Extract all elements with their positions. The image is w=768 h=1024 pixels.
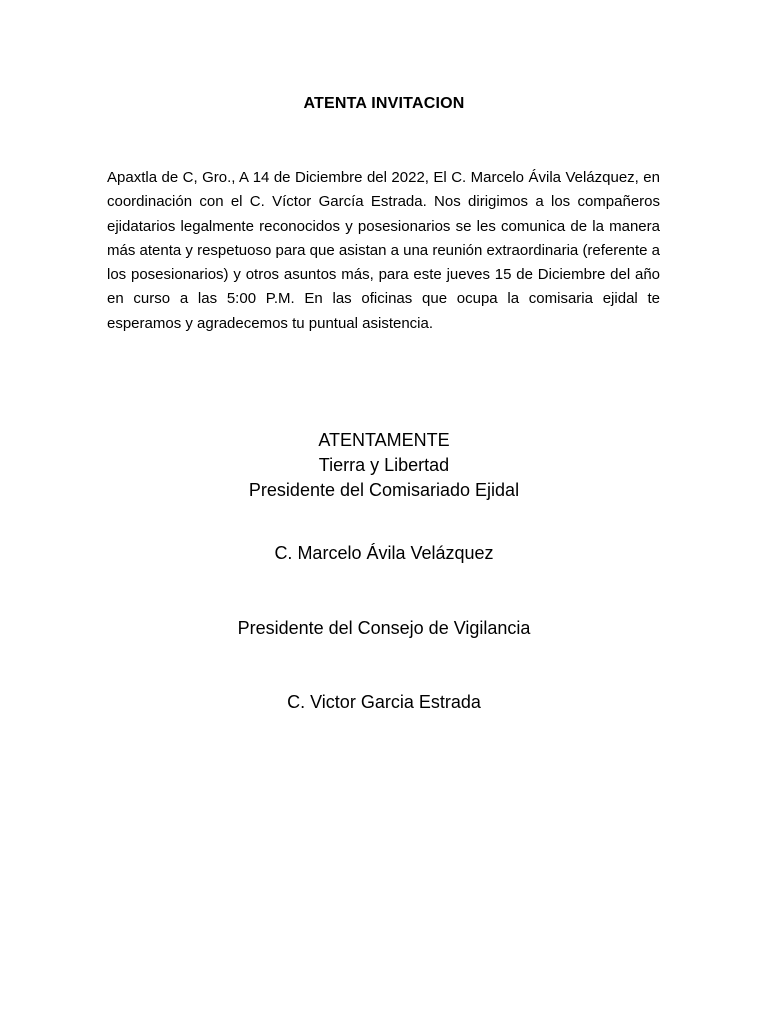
closing-salutation: ATENTAMENTE xyxy=(318,430,450,450)
closing-motto: Tierra y Libertad xyxy=(318,455,450,475)
closing-role-president-comisariado: Presidente del Comisariado Ejidal xyxy=(248,480,520,500)
invitation-body: Apaxtla de C, Gro., A 14 de Diciembre del 2022, El C. Marcelo Ávila Velázquez, en coordinación con el C. Víctor García Estrada. Nos dirigimos a los compañeros ejidatarios legalmente reconocidos y posesionarios se les comunica de la manera más atenta y respetuoso para que asistan a una reunión extraordinaria (referente a los posesionarios) y otros asuntos más, para este jueves 15 de Diciembre del año en curso a las 5:00 P.M. En las oficinas que ocupa la comisaria ejidal te esperamos y agradecemos tu puntual asistencia. xyxy=(107,169,660,332)
role-president-consejo-vigilancia: Presidente del Consejo de Vigilancia xyxy=(237,618,531,638)
closing-block xyxy=(0,428,768,503)
document-title: ATENTA INVITACION xyxy=(303,95,465,112)
signatory-president-comisariado: C. Marcelo Ávila Velázquez xyxy=(274,543,494,563)
signatory-president-consejo-vigilancia: C. Victor Garcia Estrada xyxy=(287,692,481,712)
